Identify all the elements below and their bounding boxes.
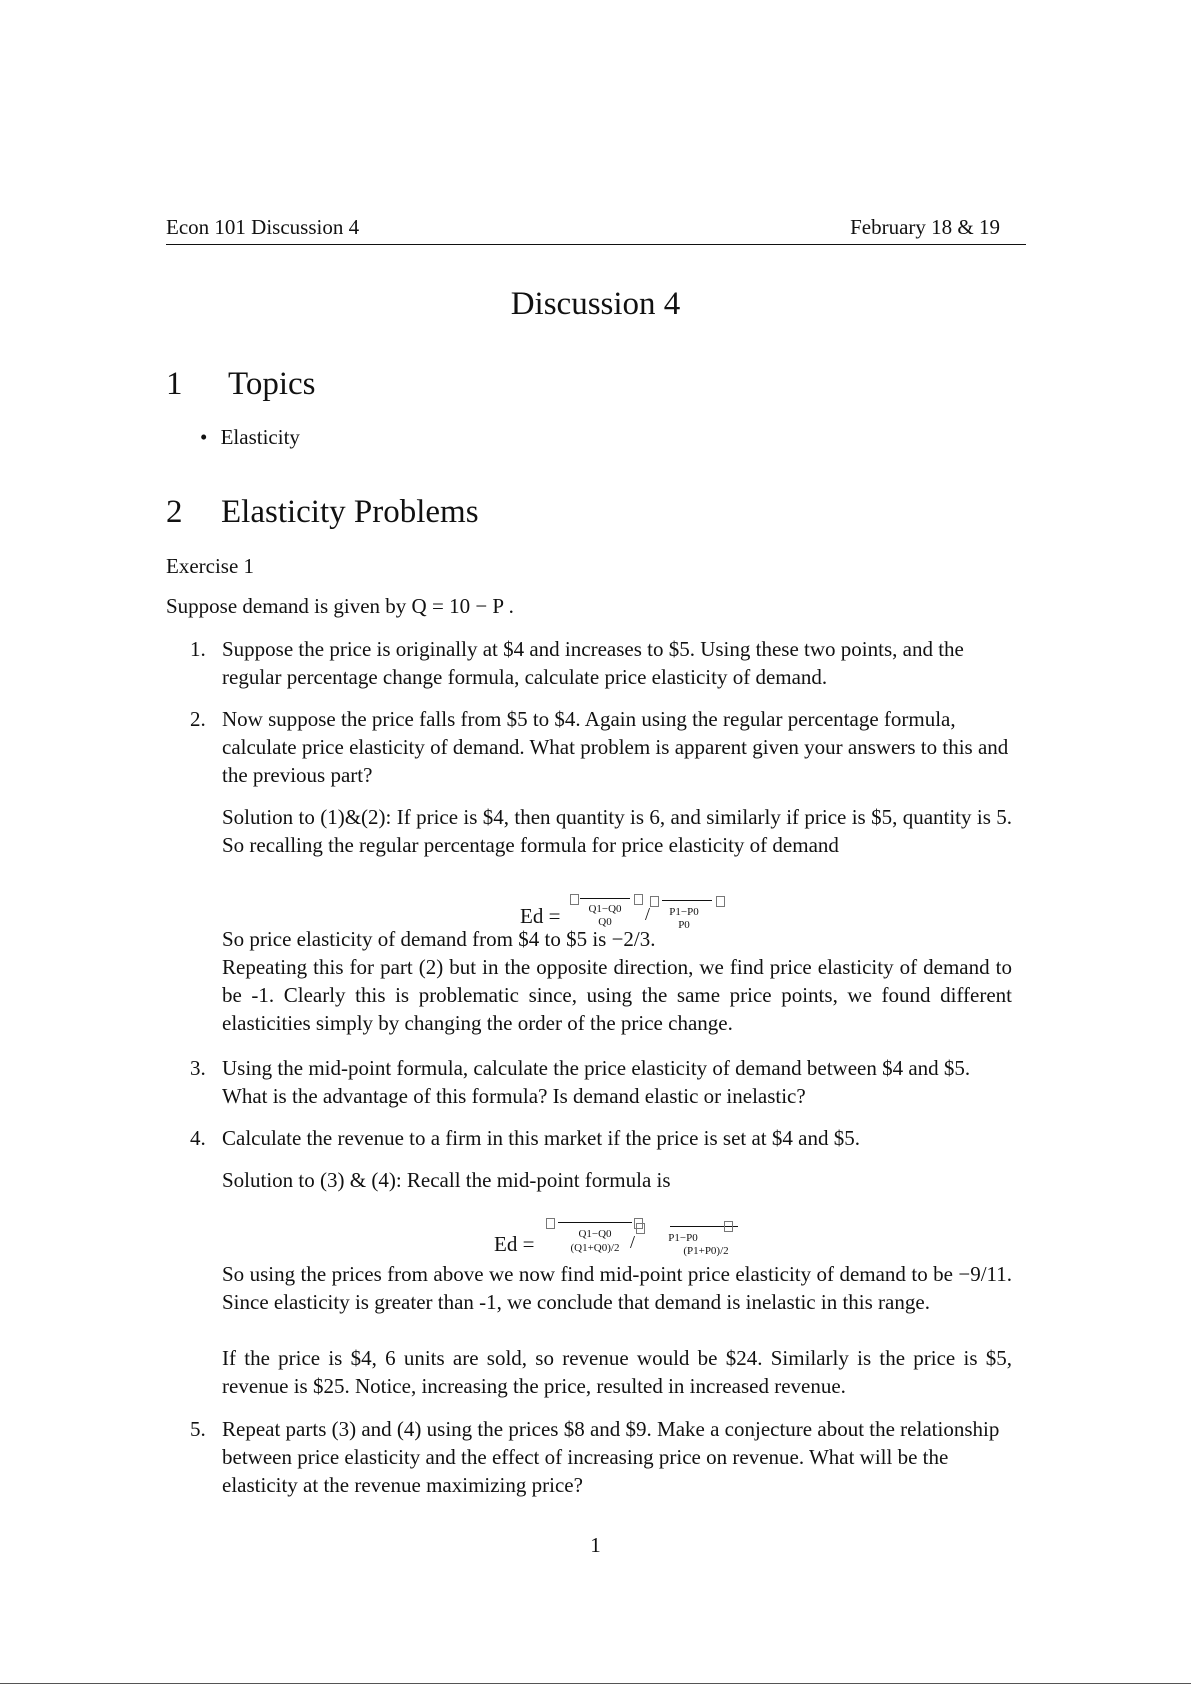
bracket-icon: [724, 1221, 733, 1232]
fraction-bar: [558, 1222, 632, 1223]
item-number: 2.: [190, 707, 206, 731]
numerator: P1−P0: [669, 906, 699, 918]
numerator: P1−P0: [668, 1232, 698, 1244]
list-item: [190, 1124, 1020, 1152]
item-number: 4.: [190, 1126, 206, 1150]
formula-lhs: Ed =: [520, 904, 561, 928]
numerator: Q1−Q0: [588, 903, 622, 915]
division-slash: /: [645, 904, 651, 924]
item-text: Now suppose the price falls from $5 to $4. Again using the regular percentage formula, calculate price elasticity of demand. What problem is apparent given your answers to this and the previous part?: [222, 707, 1009, 787]
item-number: 1.: [190, 637, 206, 661]
fraction-bar: [580, 898, 630, 899]
bracket-icon: [546, 1218, 555, 1229]
item-number: 3.: [190, 1056, 206, 1080]
section-number: 1: [166, 366, 183, 402]
header-date: February 18 & 19: [850, 215, 1000, 239]
section-heading-topics: [166, 366, 316, 403]
solution-3-4-result: So using the prices from above we now find mid-point price elasticity of demand to be −9/11. Since elasticity is greater than -1, we conclude that demand is inelastic in this range.: [222, 1262, 1012, 1314]
denominator: (Q1+Q0)/2: [570, 1242, 620, 1254]
denominator: (P1+P0)/2: [683, 1245, 729, 1257]
solution-3-4-revenue: If the price is $4, 6 units are sold, so revenue would be $24. Similarly is the price is $5, revenue is $25. Notice, increasing the price, resulted in increased revenue.: [222, 1346, 1012, 1398]
solution-1-2-repeat: Repeating this for part (2) but in the opposite direction, we find price elasticity of demand to be -1. Clearly this is problematic since, using the same price points, we found different elasticities simply by changing the order of the price change.: [222, 955, 1012, 1035]
midpoint-formula: [494, 1218, 754, 1262]
topic-label: Elasticity: [220, 425, 300, 449]
list-item: [190, 705, 1020, 789]
section-title: Topics: [228, 366, 316, 402]
running-header: [166, 214, 1026, 245]
list-item: [190, 1415, 1020, 1499]
list-item: [190, 1054, 1020, 1110]
formula-lhs: Ed =: [494, 1232, 535, 1256]
item-text: Calculate the revenue to a firm in this market if the price is set at $4 and $5.: [222, 1126, 860, 1150]
solution-3-4-intro: Solution to (3) & (4): Recall the mid-point formula is: [222, 1168, 671, 1192]
page-title: Discussion 4: [510, 286, 681, 322]
bracket-icon: [636, 1223, 645, 1234]
section-number: 2: [166, 494, 183, 530]
demand-statement: Suppose demand is given by Q = 10 − P .: [166, 594, 514, 618]
item-text: Suppose the price is originally at $4 and increases to $5. Using these two points, and the regular percentage change formula, calculate price elasticity of demand.: [222, 637, 964, 689]
item-text: Repeat parts (3) and (4) using the prices $8 and $9. Make a conjecture about the relationship between price elasticity and the effect of increasing price on revenue. What will be the elasticity at the revenue maximizing price?: [222, 1417, 1000, 1497]
item-text: Using the mid-point formula, calculate the price elasticity of demand between $4 and $5. What is the advantage of this formula? Is demand elastic or inelastic?: [222, 1056, 971, 1108]
bracket-icon: [634, 894, 643, 905]
section-heading-elasticity: [166, 494, 479, 531]
list-item: [190, 635, 1020, 691]
division-slash: /: [630, 1232, 636, 1252]
denominator: Q0: [598, 916, 612, 928]
bracket-icon: [716, 896, 725, 907]
footer-divider: [0, 1683, 1191, 1684]
solution-1-2-result: So price elasticity of demand from $4 to $5 is −2/3.: [222, 927, 656, 951]
topic-list-item: [200, 425, 300, 450]
item-number: 5.: [190, 1417, 206, 1441]
numerator: Q1−Q0: [578, 1228, 612, 1240]
solution-1-2-intro: Solution to (1)&(2): If price is $4, then quantity is 6, and similarly if price is $5, quantity is 5. So recalling the regular percentage formula for price elasticity of demand: [222, 805, 1012, 857]
exercise-label: Exercise 1: [166, 554, 255, 578]
header-course: Econ 101 Discussion 4: [166, 215, 360, 239]
bracket-icon: [570, 894, 579, 905]
fraction-bar: [662, 900, 712, 901]
denominator: P0: [678, 919, 690, 931]
section-title: Elasticity Problems: [221, 494, 479, 530]
bracket-icon: [650, 896, 659, 907]
bullet-icon: •: [200, 425, 208, 449]
page-number: 1: [590, 1533, 601, 1557]
